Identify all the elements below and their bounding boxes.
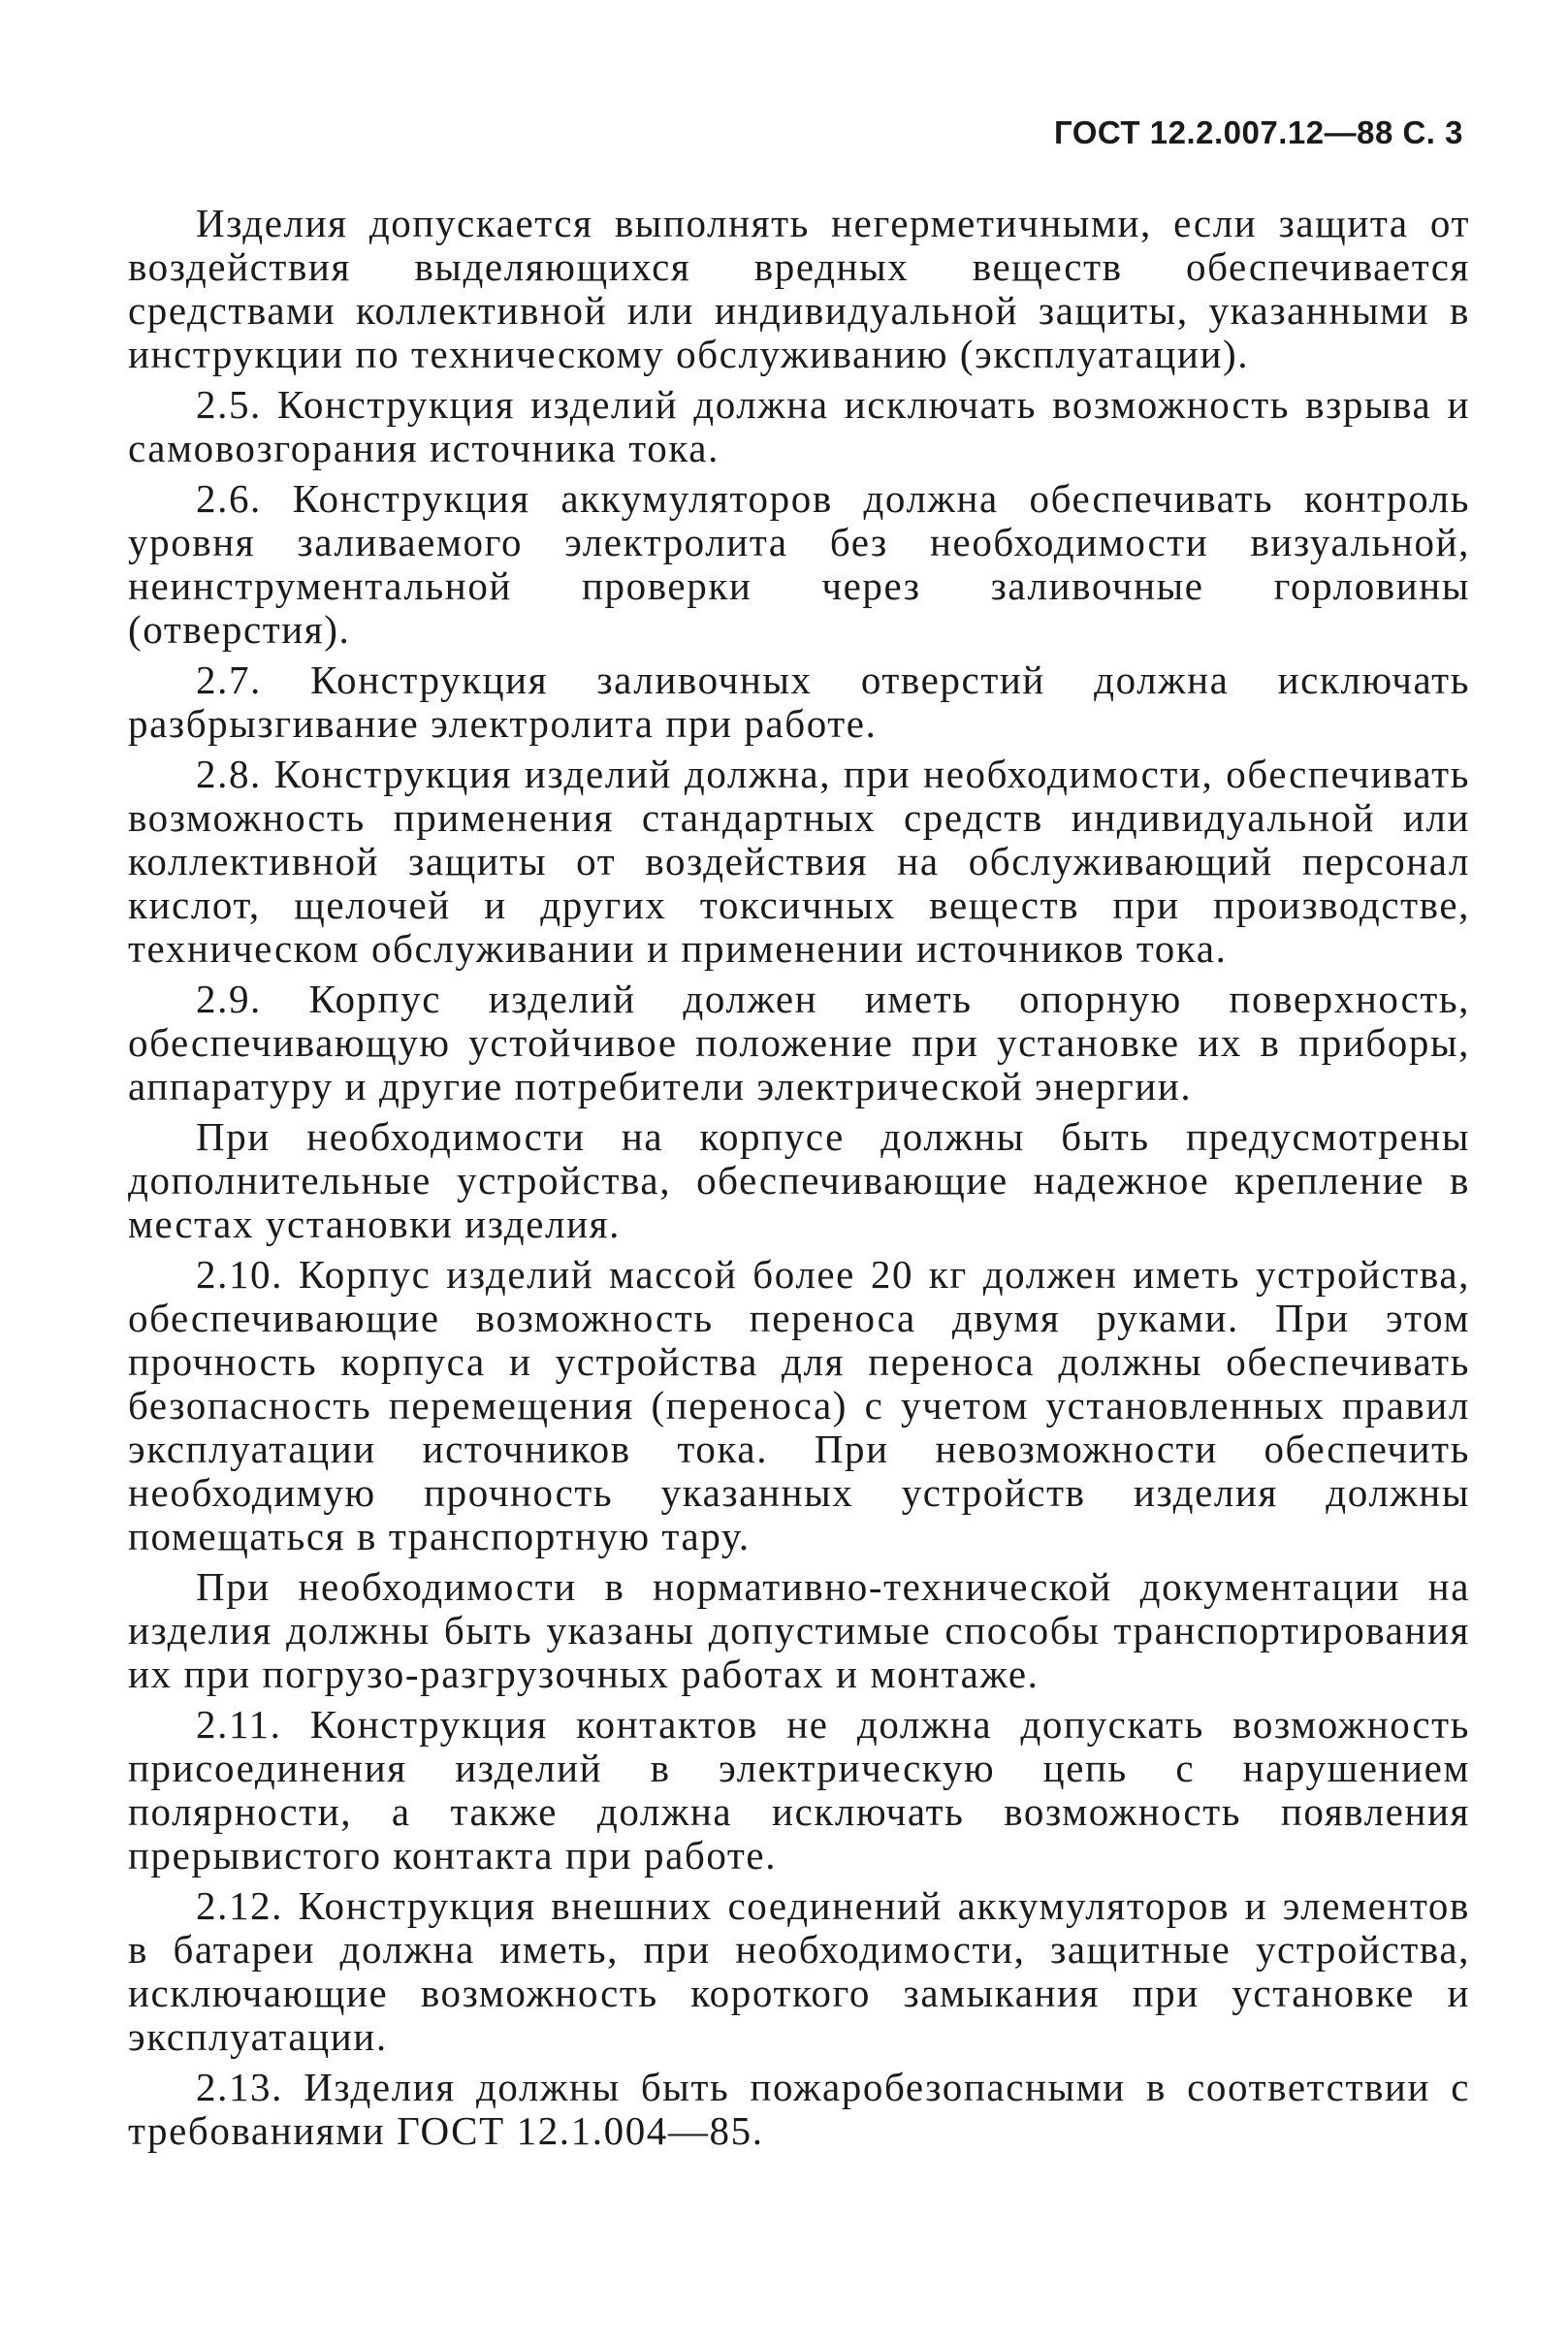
- paragraph: 2.8. Конструкция изделий должна, при необходимости, обеспечивать возможность применения стандартных средств индивидуальной или коллективной защиты от воздействия на обслуживающий персонал кислот, щелочей и других токсичных веществ при производстве, техническом обслуживании и применении источников тока.: [128, 752, 1470, 971]
- paragraph: 2.13. Изделия должны быть пожаробезопасными в соответствии с требованиями ГОСТ 12.1.004—85.: [128, 2065, 1470, 2153]
- paragraph: 2.6. Конструкция аккумуляторов должна обеспечивать контроль уровня заливаемого электролита без необходимости визуальной, неинструментальной проверки через заливочные горловины (отверстия).: [128, 476, 1470, 652]
- paragraph: Изделия допускается выполнять негерметичными, если защита от воздействия выделяющихся вредных веществ обеспечивается средствами коллективной или индивидуальной защиты, указанными в инструкции по техническому обслуживанию (эксплуатации).: [128, 201, 1470, 376]
- paragraph: 2.10. Корпус изделий массой более 20 кг должен иметь устройства, обеспечивающие возможность переноса двумя руками. При этом прочность корпуса и устройства для переноса должны обеспечивать безопасность перемещения (переноса) с учетом установленных правил эксплуатации источников тока. При невозможности обеспечить необходимую прочность указанных устройств изделия должны помещаться в транспортную тару.: [128, 1252, 1470, 1558]
- paragraph: 2.5. Конструкция изделий должна исключать возможность взрыва и самовозгорания источника тока.: [128, 382, 1470, 470]
- paragraph: 2.12. Конструкция внешних соединений аккумуляторов и элементов в батареи должна иметь, при необходимости, защитные устройства, исключающие возможность короткого замыкания при установке и эксплуатации.: [128, 1883, 1470, 2059]
- page-header: ГОСТ 12.2.007.12—88 С. 3: [1053, 114, 1463, 150]
- paragraph: При необходимости на корпусе должны быть предусмотрены дополнительные устройства, обеспечивающие надежное крепление в местах установки изделия.: [128, 1114, 1470, 1246]
- paragraph: 2.9. Корпус изделий должен иметь опорную поверхность, обеспечивающую устойчивое положение при установке их в приборы, аппаратуру и другие потребители электрической энергии.: [128, 977, 1470, 1108]
- document-body: [128, 202, 1470, 2160]
- paragraph: При необходимости в нормативно-технической документации на изделия должны быть указаны допустимые способы транспортирования их при погрузо-разгрузочных работах и монтаже.: [128, 1564, 1470, 1696]
- paragraph: 2.11. Конструкция контактов не должна допускать возможность присоединения изделий в электрическую цепь с нарушением полярности, а также должна исключать возможность появления прерывистого контакта при работе.: [128, 1702, 1470, 1878]
- paragraph: 2.7. Конструкция заливочных отверстий должна исключать разбрызгивание электролита при работе.: [128, 658, 1470, 746]
